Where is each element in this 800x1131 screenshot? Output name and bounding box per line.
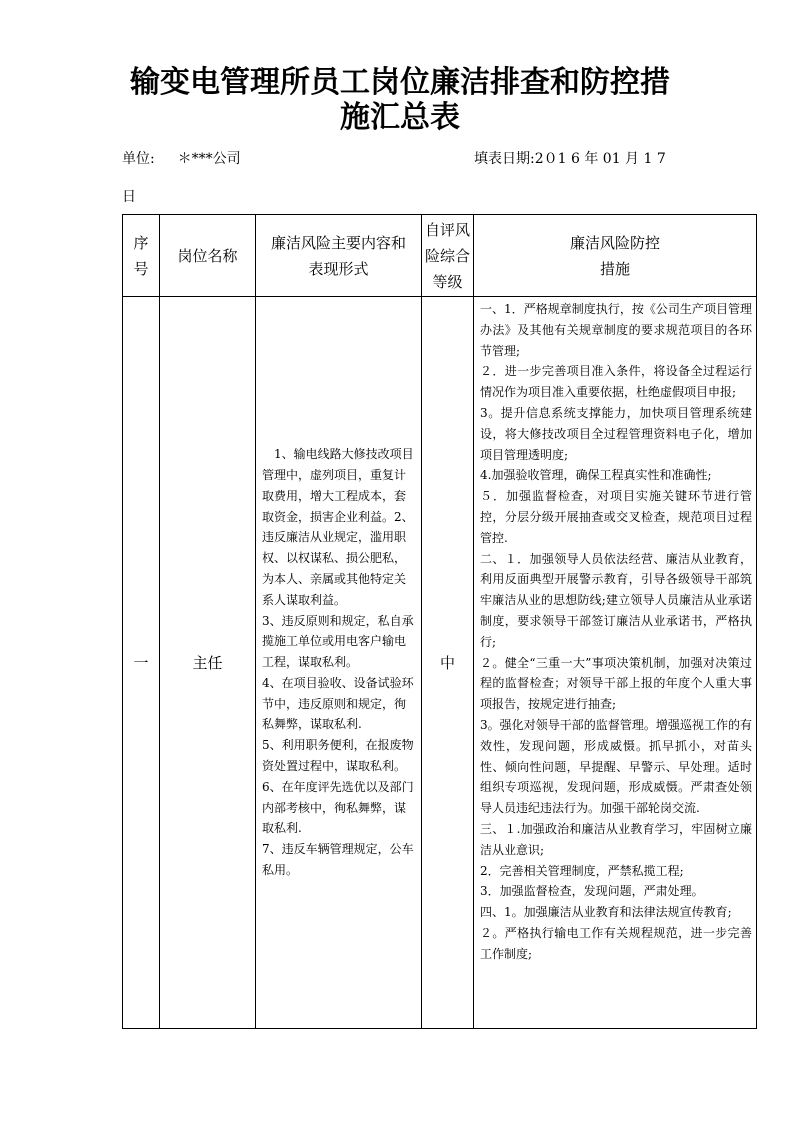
header-measures: 廉洁风险防控措施 [474, 215, 757, 297]
unit-label: 单位: [122, 151, 155, 167]
measure-item: 3。提升信息系统支撑能力，加快项目管理系统建设，将大修技改项目全过程管理资料电子化，增加项目管理透明度; [480, 405, 752, 462]
fill-date-day: 日 [122, 189, 136, 205]
header-position: 岗位名称 [160, 215, 256, 297]
fill-date-label: 填表日期: [474, 151, 535, 167]
risk-item: 6、在年度评先选优以及部门内部考核中，徇私舞弊，谋取私利. [262, 779, 414, 836]
risk-item: 3、违反原则和规定，私自承揽施工单位或用电客户输电工程，谋取私利。 [262, 613, 414, 670]
risk-summary-table [122, 214, 757, 1029]
measure-item: 四、1。加强廉洁从业教育和法律法规宣传教育; [480, 905, 732, 920]
unit-value: ＊***公司 [177, 151, 241, 167]
measure-item: ２。健全“三重一大”事项决策机制，加强对决策过程的监督检查；对领导干部上报的年度个人重大事项报告，按规定进行抽查; [480, 655, 752, 712]
document-title-line-2: 施汇总表 [340, 100, 460, 135]
measure-item: ２．进一步完善项目准入条件，将设备全过程运行情况作为项目准入重要依据，杜绝虚假项目申报; [480, 364, 752, 400]
row-position: 主任 [160, 297, 256, 1029]
document-title-line-1: 输变电管理所员工岗位廉洁排查和防控措 [130, 65, 670, 100]
header-risk: 廉洁风险主要内容和表现形式 [256, 215, 422, 297]
row-measures [474, 297, 757, 1029]
row-seq: 一 [123, 297, 160, 1029]
header-level: 自评风险综合等级 [422, 215, 474, 297]
fill-date-value: 2０1 6 年 01 月 1 7 [534, 151, 666, 167]
risk-item: 1、输电线路大修技改项目管理中，虚列项目，重复计取费用，增大工程成本，套取资金，损害企业利益。2、违反廉洁从业规定，滥用职权、以权谋私、损公肥私，为本人、亲属或其他特定关系人谋取利益。 [262, 447, 414, 607]
unit-field [122, 149, 241, 169]
table-row [123, 297, 757, 1029]
row-level: 中 [422, 297, 474, 1029]
measure-item: ５．加强监督检查，对项目实施关键环节进行管控，分层分级开展抽查或交叉检查，规范项目过程管控. [480, 489, 752, 545]
header-seq: 序号 [123, 215, 160, 297]
measure-item: 一、1．严格规章制度执行，按《公司生产项目管理办法》及其他有关规章制度的要求规范项目的各环节管理; [480, 302, 752, 358]
measure-item: 4.加强验收管理，确保工程真实性和准确性; [480, 468, 712, 483]
measure-item: 3．加强监督检查，发现问题，严肃处理。 [480, 884, 704, 899]
risk-item: 5、利用职务便利，在报废物资处置过程中，谋取私利。 [262, 738, 414, 774]
measure-item: 2．完善相关管理制度，严禁私揽工程; [480, 863, 684, 878]
risk-item: 4、在项目验收、设备试验环节中，违反原则和规定，徇私舞弊，谋取私利. [262, 675, 414, 732]
row-risk-content [256, 297, 422, 1029]
risk-item: 7、违反车辆管理规定，公车私用。 [262, 842, 414, 878]
measure-item: 三、１.加强政治和廉洁从业教育学习，牢固树立廉洁从业意识; [480, 821, 752, 857]
measure-item: ２。严格执行输电工作有关规程规范，进一步完善工作制度; [480, 925, 752, 961]
measure-item: 3。强化对领导干部的监督管理。增强巡视工作的有效性，发现问题，形成威慑。抓早抓小，对苗头性、倾向性问题，早提醒、早警示、早处理。适时组织专项巡视，发现问题，形成威慑。严肃查处领导人员违纪违法行为。加强干部轮岗交流. [480, 717, 752, 816]
measure-item: 二、１．加强领导人员依法经营、廉洁从业教育，利用反面典型开展警示教育，引导各级领导干部筑牢廉洁从业的思想防线;建立领导人员廉洁从业承诺制度，要求领导干部签订廉洁从业承诺书，严格执行; [480, 551, 752, 649]
header-row [123, 215, 757, 297]
fill-date-field [474, 149, 666, 169]
